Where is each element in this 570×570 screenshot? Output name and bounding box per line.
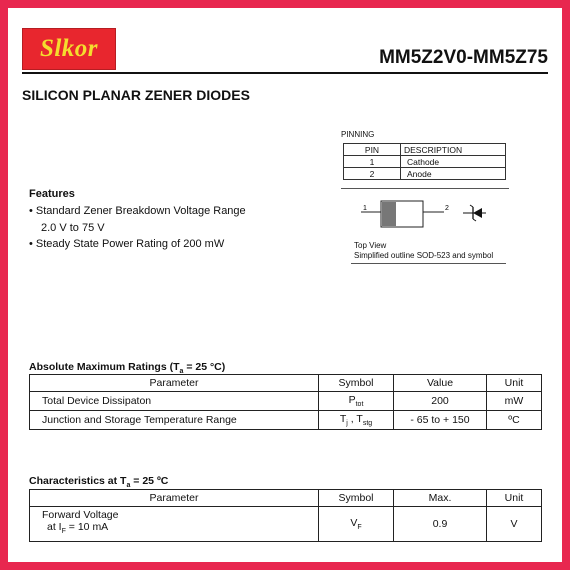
- header-unit: Unit: [487, 375, 542, 392]
- pinning-row: [344, 156, 506, 168]
- header-symbol: Symbol: [319, 490, 394, 507]
- logo-text: Slkor: [39, 35, 99, 62]
- condition-sub: F: [61, 528, 66, 536]
- feature-item: • Steady State Power Rating of 200 mW: [29, 238, 225, 250]
- symbol-sub-2: stg: [362, 420, 373, 428]
- features-title: Features: [29, 188, 75, 200]
- abs-max-header-row: [30, 375, 542, 392]
- characteristics-header-row: [30, 490, 542, 507]
- parameter-cell: [30, 507, 319, 542]
- symbol-sub: j: [346, 420, 348, 428]
- symbol-text: T: [339, 412, 347, 425]
- header-parameter: Parameter: [30, 490, 319, 507]
- unit-cell: V: [487, 507, 542, 542]
- pin-number: 2: [344, 168, 401, 180]
- table-row: [30, 507, 542, 542]
- symbol-cell: [319, 411, 394, 430]
- outline-caption: Simplified outline SOD-523 and symbol: [354, 251, 494, 260]
- symbol-cell: [319, 392, 394, 411]
- pinning-header-row: [344, 144, 506, 156]
- header-value: Value: [394, 375, 487, 392]
- value-cell: 0.9: [394, 507, 487, 542]
- feature-item: • Standard Zener Breakdown Voltage Range: [29, 205, 246, 217]
- pinning-table: [343, 143, 506, 180]
- header-parameter: Parameter: [30, 375, 319, 392]
- abs-max-title-prefix: Absolute Maximum Ratings (T: [29, 361, 180, 373]
- symbol-text: P: [348, 393, 356, 406]
- slkor-logo: [22, 28, 116, 70]
- symbol-sub: tot: [355, 401, 364, 409]
- package-top-rule: [341, 188, 509, 189]
- abs-max-table: [29, 374, 542, 430]
- datasheet-page: [8, 8, 562, 562]
- value-cell: 200: [394, 392, 487, 411]
- pin-description: Anode: [401, 168, 506, 180]
- package-bottom-rule: [351, 263, 506, 264]
- package-outline-diagram: [341, 193, 511, 241]
- pin1-label: 1: [363, 205, 367, 212]
- char-title-suffix: = 25 ºC: [130, 475, 169, 487]
- header-unit: Unit: [487, 490, 542, 507]
- table-row: [30, 411, 542, 430]
- characteristics-table: [29, 489, 542, 542]
- parameter-line: Forward Voltage: [42, 509, 119, 522]
- header-max: Max.: [394, 490, 487, 507]
- cathode-band: [382, 202, 396, 226]
- unit-cell: mW: [487, 392, 542, 411]
- feature-item: 2.0 V to 75 V: [41, 222, 105, 234]
- table-row: [30, 392, 542, 411]
- parameter-condition: [42, 521, 312, 538]
- unit-cell: ºC: [487, 411, 542, 430]
- part-number: MM5Z2V0-MM5Z75: [379, 47, 548, 68]
- symbol-cell: [319, 507, 394, 542]
- pinning-header-pin: PIN: [344, 144, 401, 156]
- char-title-prefix: Characteristics at T: [29, 475, 127, 487]
- condition-suffix: = 10 mA: [65, 521, 109, 534]
- char-title-sub: a: [126, 482, 131, 490]
- pinning-row: [344, 168, 506, 180]
- page-title: SILICON PLANAR ZENER DIODES: [22, 87, 250, 103]
- pin2-label: 2: [445, 205, 449, 212]
- abs-max-title: [29, 361, 225, 375]
- value-cell: - 65 to + 150: [394, 411, 487, 430]
- symbol-sub: F: [357, 524, 362, 532]
- abs-max-title-sub: a: [179, 368, 184, 376]
- zener-diode-symbol: [463, 205, 486, 221]
- header-symbol: Symbol: [319, 375, 394, 392]
- parameter-cell: Junction and Storage Temperature Range: [30, 411, 319, 430]
- pinning-header-description: DESCRIPTION: [401, 144, 506, 156]
- parameter-cell: Total Device Dissipaton: [30, 392, 319, 411]
- symbol-text-2: , T: [347, 412, 363, 425]
- symbol-text: V: [350, 516, 358, 529]
- condition-prefix: at I: [47, 521, 62, 534]
- header-divider: [22, 72, 548, 74]
- characteristics-title: [29, 475, 168, 489]
- abs-max-title-suffix: = 25 °C): [183, 361, 226, 373]
- pinning-title: PINNING: [341, 130, 375, 139]
- pin-description: Cathode: [401, 156, 506, 168]
- top-view-caption: Top View: [354, 241, 387, 250]
- pin-number: 1: [344, 156, 401, 168]
